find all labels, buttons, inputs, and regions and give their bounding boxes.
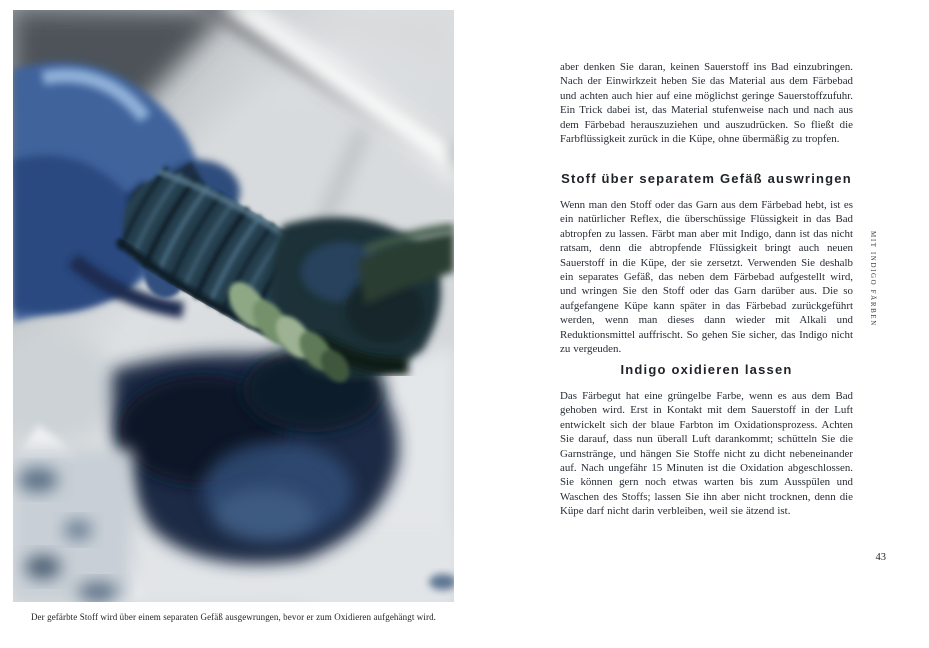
photo-caption: Der gefärbte Stoff wird über einem separaten Gefäß ausgewrungen, bevor er zum Oxidieren aufgehängt wird. [30,612,437,622]
section-heading-oxidieren: Indigo oxidieren lassen [620,362,793,377]
section-body-oxidieren: Das Färbegut hat eine grüngelbe Farbe, wenn es aus dem Bad gehoben wird. Erst in Kontakt mit dem Sauerstoff in der Luft entwickelt sich der blaue Farbton im Oxidationsprozess. Achten Sie darauf, dass nun überall Luft darankommt; schütteln Sie die Garnstränge, und hängen Sie Stoffe nicht zu dicht nebeneinander auf. Nach ungefähr 15 Minuten ist die Oxidation abgeschlossen. Sie können gern noch etwas warten bis zum Ausspülen und Waschen des Stoffs; lassen Sie ihn aber nicht trocknen, denn die Küpe darf nicht darin verbleiben, weil sie ätzend ist. [560,390,853,518]
intro-paragraph: aber denken Sie daran, keinen Sauerstoff ins Bad einzubringen. Nach der Einwirkzeit heben Sie das Material aus dem Färbebad und achten auch hier auf eine möglichst geringe Sauerstoffzufuhr. Ein Trick dabei ist, das Material stufenweise nach und nach aus dem Färbebad herauszuziehen und auszudrücken. So fließt die Farbflüssigkeit zurück in die Küpe, ohne übermäßig zu tropfen. [560,61,853,146]
section-heading-auswringen: Stoff über separatem Gefäß auswringen [561,171,852,186]
photo-indigo-wringing [13,10,454,602]
section-body-auswringen: Wenn man den Stoff oder das Garn aus dem Färbebad hebt, ist es ein natürlicher Reflex, die überschüssige Flüssigkeit in das Bad abtropfen zu lassen. Färbt man aber mit Indigo, dann ist das nicht ratsam, denn die abtropfende Flüssigkeit bringt auch neuen Sauerstoff in die Küpe, der sie zersetzt. Verwenden Sie deshalb ein separates Gefäß, das neben dem Färbebad aufgestellt wird, und wringen Sie den Stoff oder das Garn darüber aus. Die so aufgefangene Küpe kann später in das Färbebad zurückgeführt werden, wenn man dieses dann wieder mit Alkali und Reduktionsmittel auffrischt. So gehen Sie sicher, das Indigo nicht zu vergeuden. [560,199,853,356]
indigo-photo-illustration [13,10,454,602]
page-number: 43 [875,552,886,563]
chapter-side-label: MIT INDIGO FÄRBEN [869,231,877,327]
